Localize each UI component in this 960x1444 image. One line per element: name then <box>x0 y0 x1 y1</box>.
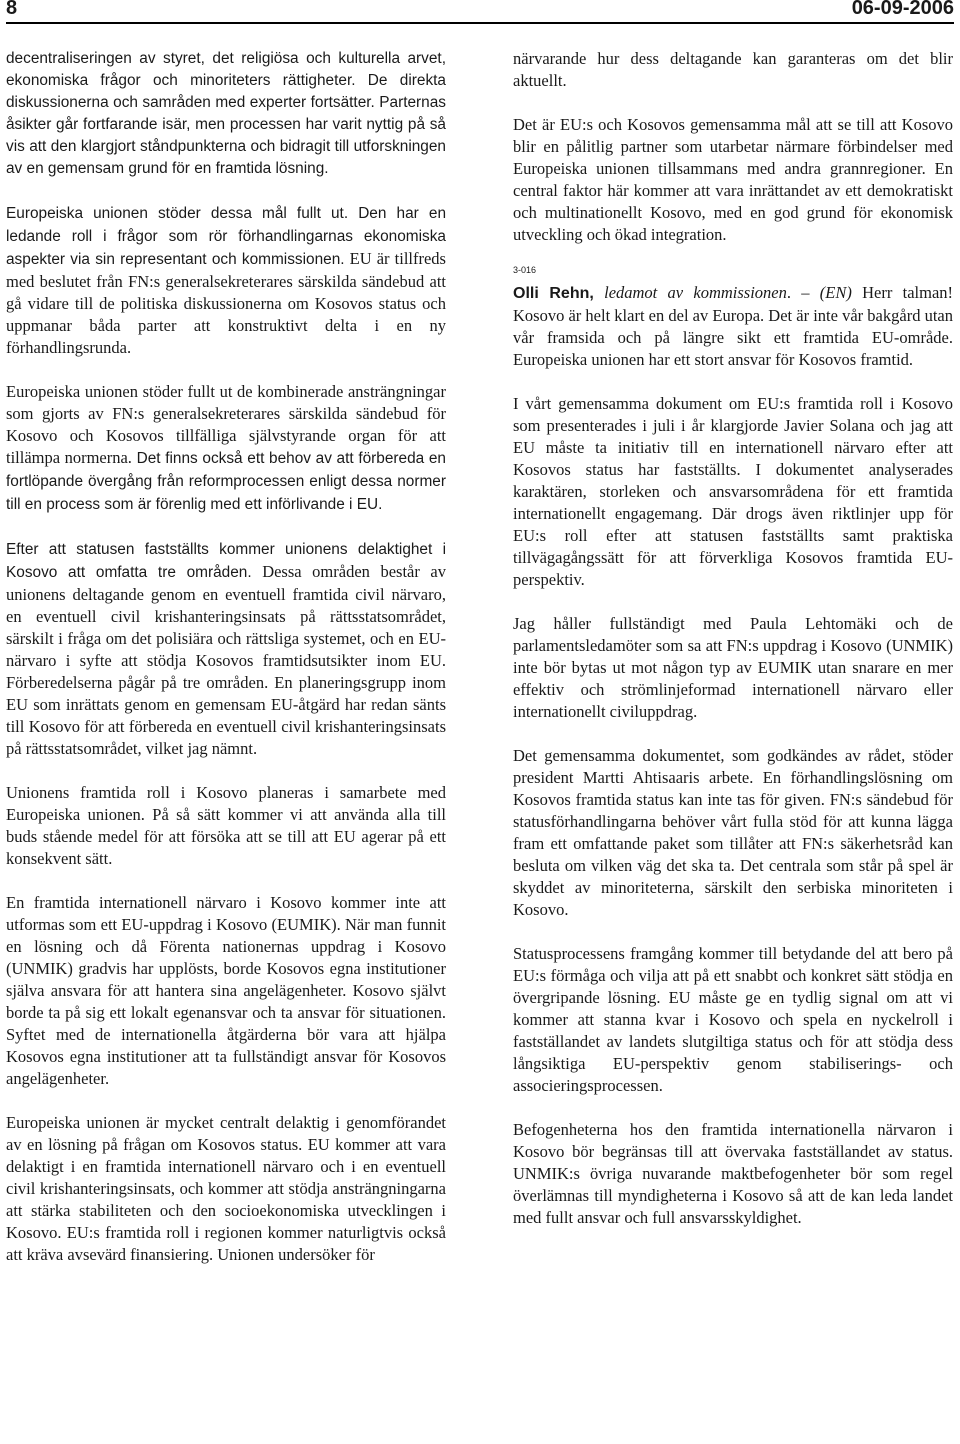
speaker-role: ledamot av kommissionen <box>604 283 787 302</box>
speaker-name: Olli Rehn, <box>513 285 594 302</box>
paragraph: Jag håller fullständigt med Paula Lehtomäki och de parlamentsledamöter som sa att FN:s uppdrag i Kosovo (UNMIK) inte bör bytas ut mot någon typ av EUMIK utan snarare en mer effektiv och strömlinjeformad internationell närvaro eller internationellt civiluppdrag. <box>513 614 953 721</box>
page-number: 8 <box>6 0 18 19</box>
speech-text: Herr talman! Kosovo är helt klart en del av Europa. Det är inte vår bakgård utan vår framsida och på längre sikt ett framtida EU-område. Europeiska unionen har ett stort ansvar för Kosovos framtid. <box>513 283 954 369</box>
paragraph: Det gemensamma dokumentet, som godkändes av rådet, stöder president Martti Ahtisaaris arbete. En förhandlingslösning om Kosovos framtida status kan inte tas för given. FN:s sändebud för statusförhandlingarna behöver vårt fulla stöd för att kunna lägga fram ett omfattande paket som tillåter att FN:s säkerhetsråd kan besluta om vilken väg det ska ta. Det centrala som står på spel är skyddet av minoriteterna, särskilt den serbiska minoriteten i Kosovo. <box>513 746 953 919</box>
paragraph: närvarande hur dess deltagande kan garanteras om det blir aktuellt. <box>513 49 953 90</box>
paragraph: Statusprocessens framgång kommer till betydande del att bero på EU:s förmåga och vilja att på ett snabbt och konkret sätt stödja en övergripande lösning. EU måste ge en tydlig signal om att vi kommer att stanna kvar i Kosovo och spela en nyckelroll i fastställandet av landets slutgiltiga status och för att stödja dess långsiktiga EU-perspektiv genom stabiliserings- och associeringsprocessen. <box>513 944 953 1095</box>
paragraph-part: En central faktor här kommer att vara inrättandet av ett demokratiskt och multinationellt Kosovo, med en god grund för ekonomisk utveckling och ökad integration. <box>513 159 953 244</box>
language-tag: (EN) <box>819 283 852 302</box>
paragraph <box>6 202 446 359</box>
left-column <box>6 48 446 1288</box>
paragraph-part: Dessa områden består av unionens deltagande genom en eventuell framtida civil närvaro, en eventuell civil krishanteringsinsats på rättsstatsområdet, särskilt i fråga om det polisiära och rättsliga systemet, och en EU-närvaro i syfte att stödja Kosovos framtidsutsikter inom EU. Förberedelserna pågår på tre områden. En planeringsgrupp inom EU som inrättats genom en gemensam EU-åtgärd har redan sänts till Kosovo för att förbereda en eventuell civil krishanteringsinsats på rättsstatsområdet, vilket jag nämnt. <box>6 562 446 758</box>
paragraph-part: Efter att statusen fastställts kommer unionens delaktighet i Kosovo att omfatta tre områden. <box>6 541 446 581</box>
paragraph: Europeiska unionen är mycket centralt delaktig i genomförandet av en lösning på frågan om Kosovos status. EU kommer att vara delaktigt i en framtida internationell närvaro och i en eventuell civil krishanteringsinsats, och kommer att stödja ansträngningarna att stärka stabiliteten och den socioekonomiska utvecklingen i Kosovo. EU:s framtida roll i regionen kommer naturligtvis också att kräva avsevärd finansiering. Unionen undersöker för <box>6 1113 446 1264</box>
paragraph: decentraliseringen av styret, det religiösa och kulturella arvet, ekonomiska frågor och minoriteters rättigheter. De direkta diskussionerna och samråden med experter fortsätter. Parternas åsikter går fortfarande isär, men processen har varit nyttig på så vis att den klargjort ståndpunkterna och bidragit till utforskningen av en gemensam grund för en framtida lösning. <box>6 50 446 177</box>
paragraph <box>6 381 446 516</box>
paragraph-part: EU är tillfreds med beslutet från FN:s generalsekreterares särskilda sändebud att gå vidare till de politiska diskussionerna om Kosovos status och uppmanar båda parter att konstruktivt delta i en ny förhandlingsrunda. <box>6 249 446 357</box>
paragraph: I vårt gemensamma dokument om EU:s framtida roll i Kosovo som presenterades i juli i år klargjorde Javier Solana och jag att EU måste ta initiativ till en internationell närvaro efter att Kosovos status har fastställts. I dokumentet analyserades karaktären, storleken och ansvarsområdena för ett framtida internationellt engagemang. Där drogs även riktlinjer upp för EU:s roll efter att statusen fastställts samt praktiska tillvägagångssätt för att förverkliga Kosovos framtida EU-perspektiv. <box>513 394 953 589</box>
paragraph: Befogenheterna hos den framtida internationella närvaron i Kosovo bör begränsas till att övervaka fastställandet av status. UNMIK:s övriga nuvarande maktbefogenheter bör som regel överlämnas till myndigheterna i Kosovo så att de kan leda landet med fullt ansvar och full ansvarsskyldighet. <box>513 1120 953 1227</box>
paragraph <box>6 538 446 760</box>
session-date: 06-09-2006 <box>851 0 954 19</box>
paragraph <box>513 114 953 246</box>
paragraph: En framtida internationell närvaro i Kosovo kommer inte att utformas som ett EU-uppdrag i Kosovo (EUMIK). När man funnit en lösning och då Förenta nationernas uppdrag i Kosovo (UNMIK) gradvis har upplösts, borde Kosovos egna institutioner själva ansvara för att hantera sina angelägenheter. Kosovo självt borde ta på sig ett lokalt egenansvar och ta ansvar för situationen. Syftet med de internationella åtgärderna bör vara att hjälpa Kosovos egna institutioner att ta fullständigt ansvar för Kosovos angelägenheter. <box>6 893 446 1088</box>
paragraph-part: Det är EU:s och Kosovos gemensamma mål att se till att Kosovo blir en pålitlig partner som utarbetar närmare förbindelser med Europeiska unionen tillsammans med andra grannregioner. <box>513 115 953 178</box>
page-header <box>6 0 954 24</box>
speaker-separator: . – <box>786 283 820 302</box>
paragraph: Unionens framtida roll i Kosovo planeras i samarbete med Europeiska unionen. På så sätt kommer vi att använda alla till buds stående medel för att försöka att se till att EU agerar på ett konsekvent sätt. <box>6 783 446 868</box>
paragraph-part: Det finns också ett behov av att förbereda en fortlöpande övergång från reformprocessen enligt dessa normer till en process som är förenlig med ett införlivande i EU. <box>6 450 446 513</box>
paragraph-part: Europeiska unionen stöder fullt ut de kombinerade ansträngningar som gjorts av FN:s generalsekreterares särskilda sändebud för Kosovo och Kosovos tillfälliga självstyrande organ för att tillämpa normerna. <box>6 382 446 467</box>
speaker-reference: 3-016 <box>513 265 537 275</box>
speaker-paragraph <box>513 282 953 371</box>
paragraph-part: Europeiska unionen stöder dessa mål fullt ut. Den har en ledande roll i frågor som rör förhandlingarnas ekonomiska aspekter via sin representant och kommissionen. <box>6 205 446 268</box>
right-column <box>513 48 953 1251</box>
